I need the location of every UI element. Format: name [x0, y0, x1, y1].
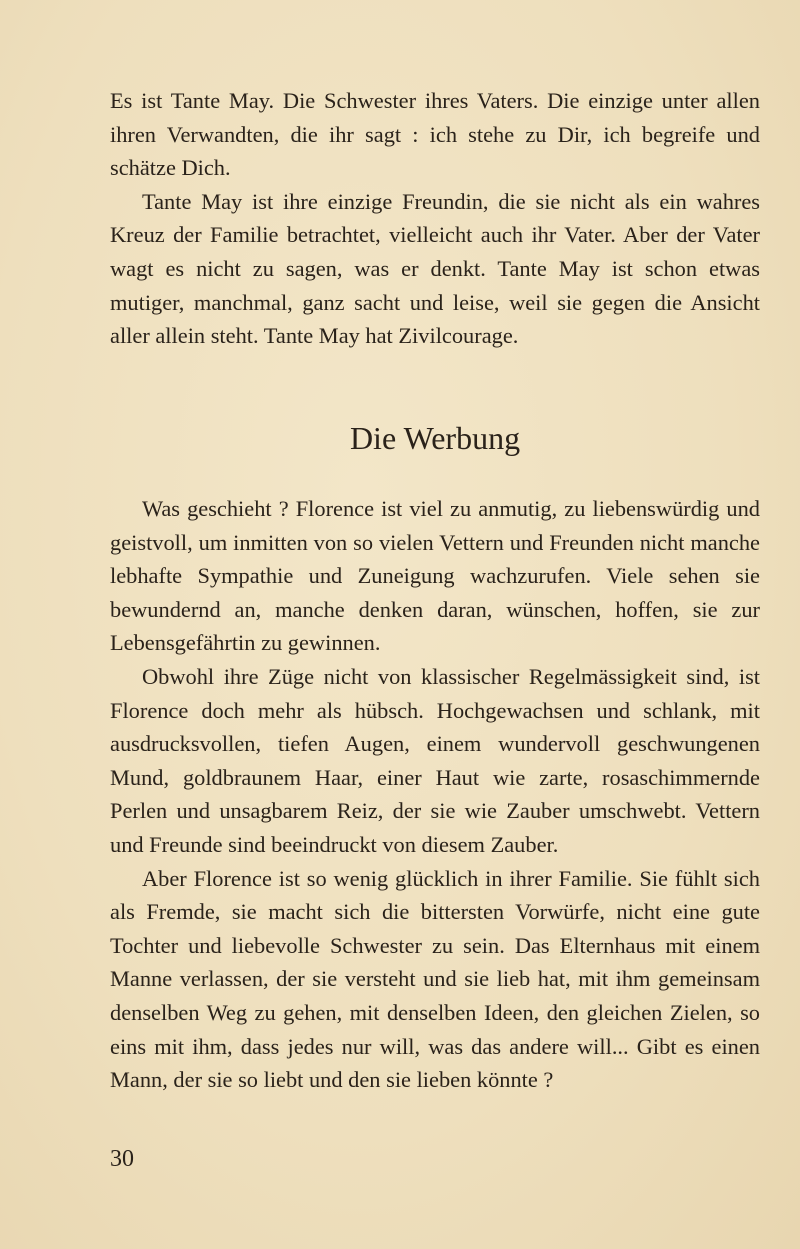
paragraph: Obwohl ihre Züge nicht von klassischer Regelmässigkeit sind, ist Florence doch mehr als hübsch. Hochgewachsen und schlank, mit ausdrucksvollen, tiefen Augen, einem wundervoll geschwungenen Mund, goldbraunem Haar, einer Haut wie zarte, rosaschimmernde Perlen und unsagbarem Reiz, der sie wie Zauber umschwebt. Vettern und Freunde sind beeindruckt von diesem Zauber. [110, 663, 760, 857]
paragraph: Es ist Tante May. Die Schwester ihres Vaters. Die einzige unter allen ihren Verwandten, die ihr sagt : ich stehe zu Dir, ich begreife und schätze Dich. [110, 88, 760, 181]
section-heading: Die Werbung [349, 420, 521, 456]
paragraph: Was geschieht ? Florence ist viel zu anmutig, zu liebenswürdig und geistvoll, um inmitten von so vielen Vettern und Freunden nicht manche lebhafte Sympathie und Zuneigung wachzurufen. Viele sehen sie bewundernd an, manche denken daran, wünschen, hoffen, sie zur Lebensgefährtin zu gewinnen. [110, 496, 760, 656]
paragraph: Aber Florence ist so wenig glücklich in ihrer Familie. Sie fühlt sich als Fremde, sie macht sich die bittersten Vorwürfe, nicht eine gute Tochter und liebevolle Schwester zu sein. Das Elternhaus mit einem Manne verlassen, der sie versteht und sie lieb hat, mit ihm gemeinsam denselben Weg zu gehen, mit denselben Ideen, den gleichen Zielen, so eins mit ihm, dass jedes nur will, was das andere will... Gibt es einen Mann, der sie so liebt und den sie lieben könnte ? [110, 865, 760, 1093]
page-number: 30 [110, 1146, 134, 1172]
section-text [110, 492, 760, 1097]
paragraph: Tante May ist ihre einzige Freundin, die sie nicht als ein wahres Kreuz der Familie betrachtet, vielleicht auch ihr Vater. Aber der Vater wagt es nicht zu sagen, was er denkt. Tante May ist schon etwas mutiger, manchmal, ganz sacht und leise, weil sie gegen die Ansicht aller allein steht. Tante May hat Zivilcourage. [110, 188, 760, 349]
intro-text [110, 84, 760, 353]
